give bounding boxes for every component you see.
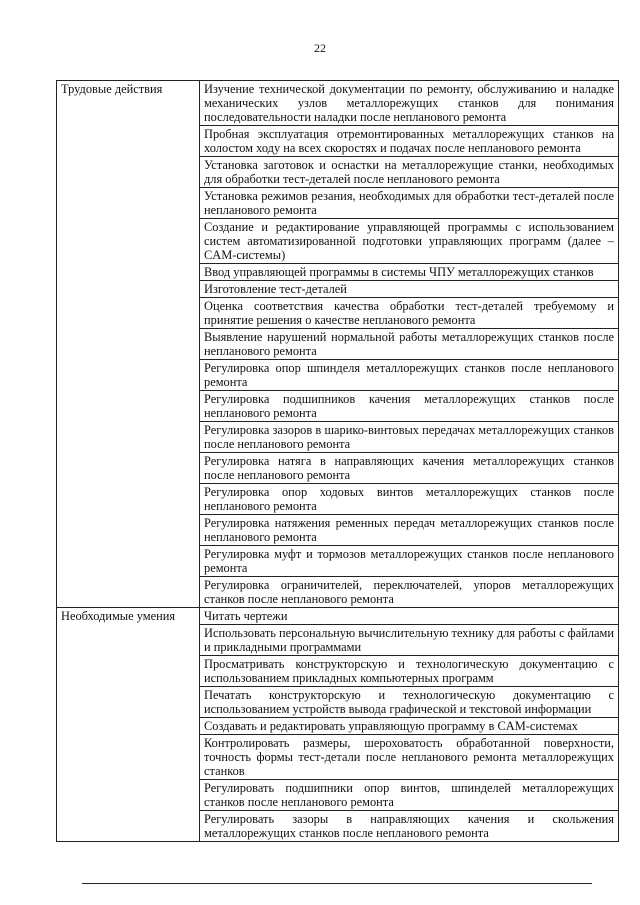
requirement-item: Регулировка зазоров в шарико-винтовых передачах металлорежущих станков после непланового ремонта bbox=[200, 422, 619, 453]
table-row bbox=[57, 608, 619, 625]
requirements-table bbox=[56, 80, 619, 842]
requirement-item: Создавать и редактировать управляющую программу в CAM-системах bbox=[200, 718, 619, 735]
requirement-item: Изучение технической документации по ремонту, обслуживанию и наладке механических узлов металлорежущих станков для понимания последовательности наладки после непланового ремонта bbox=[200, 81, 619, 126]
requirement-item: Регулировка подшипников качения металлорежущих станков после непланового ремонта bbox=[200, 391, 619, 422]
requirement-item: Регулировка опор ходовых винтов металлорежущих станков после непланового ремонта bbox=[200, 484, 619, 515]
requirement-item: Установка заготовок и оснастки на металлорежущие станки, необходимых для обработки тест-деталей после непланового ремонта bbox=[200, 157, 619, 188]
requirement-item: Создание и редактирование управляющей программы с использованием систем автоматизированной подготовки управляющих программ (далее – CAM-системы) bbox=[200, 219, 619, 264]
requirement-item: Пробная эксплуатация отремонтированных металлорежущих станков на холостом ходу на всех скоростях и подачах после непланового ремонта bbox=[200, 126, 619, 157]
requirement-item: Печатать конструкторскую и технологическую документацию с использованием устройств вывода графической и текстовой информации bbox=[200, 687, 619, 718]
section-label: Трудовые действия bbox=[57, 81, 200, 608]
requirement-item: Читать чертежи bbox=[200, 608, 619, 625]
requirement-item: Просматривать конструкторскую и технологическую документацию с использованием прикладных компьютерных программ bbox=[200, 656, 619, 687]
requirement-item: Оценка соответствия качества обработки тест-деталей требуемому и принятие решения о качестве непланового ремонта bbox=[200, 298, 619, 329]
requirement-item: Установка режимов резания, необходимых для обработки тест-деталей после непланового ремонта bbox=[200, 188, 619, 219]
requirement-item: Регулировка натяжения ременных передач металлорежущих станков после непланового ремонта bbox=[200, 515, 619, 546]
footer-rule bbox=[82, 883, 592, 884]
requirement-item: Контролировать размеры, шероховатость обработанной поверхности, точность формы тест-детали после непланового ремонта металлорежущих станков bbox=[200, 735, 619, 780]
requirement-item: Выявление нарушений нормальной работы металлорежущих станков после непланового ремонта bbox=[200, 329, 619, 360]
requirement-item: Регулировать подшипники опор винтов, шпинделей металлорежущих станков после непланового ремонта bbox=[200, 780, 619, 811]
section-label: Необходимые умения bbox=[57, 608, 200, 842]
requirement-item: Регулировка натяга в направляющих качения металлорежущих станков после непланового ремонта bbox=[200, 453, 619, 484]
requirement-item: Ввод управляющей программы в системы ЧПУ металлорежущих станков bbox=[200, 264, 619, 281]
table-row bbox=[57, 81, 619, 126]
requirement-item: Регулировка муфт и тормозов металлорежущих станков после непланового ремонта bbox=[200, 546, 619, 577]
requirement-item: Изготовление тест-деталей bbox=[200, 281, 619, 298]
table-body bbox=[57, 81, 619, 842]
requirement-item: Регулировать зазоры в направляющих качения и скольжения металлорежущих станков после непланового ремонта bbox=[200, 811, 619, 842]
requirement-item: Регулировка опор шпинделя металлорежущих станков после непланового ремонта bbox=[200, 360, 619, 391]
requirement-item: Регулировка ограничителей, переключателей, упоров металлорежущих станков после непланового ремонта bbox=[200, 577, 619, 608]
page-number: 22 bbox=[314, 41, 326, 55]
requirement-item: Использовать персональную вычислительную технику для работы с файлами и прикладными программами bbox=[200, 625, 619, 656]
